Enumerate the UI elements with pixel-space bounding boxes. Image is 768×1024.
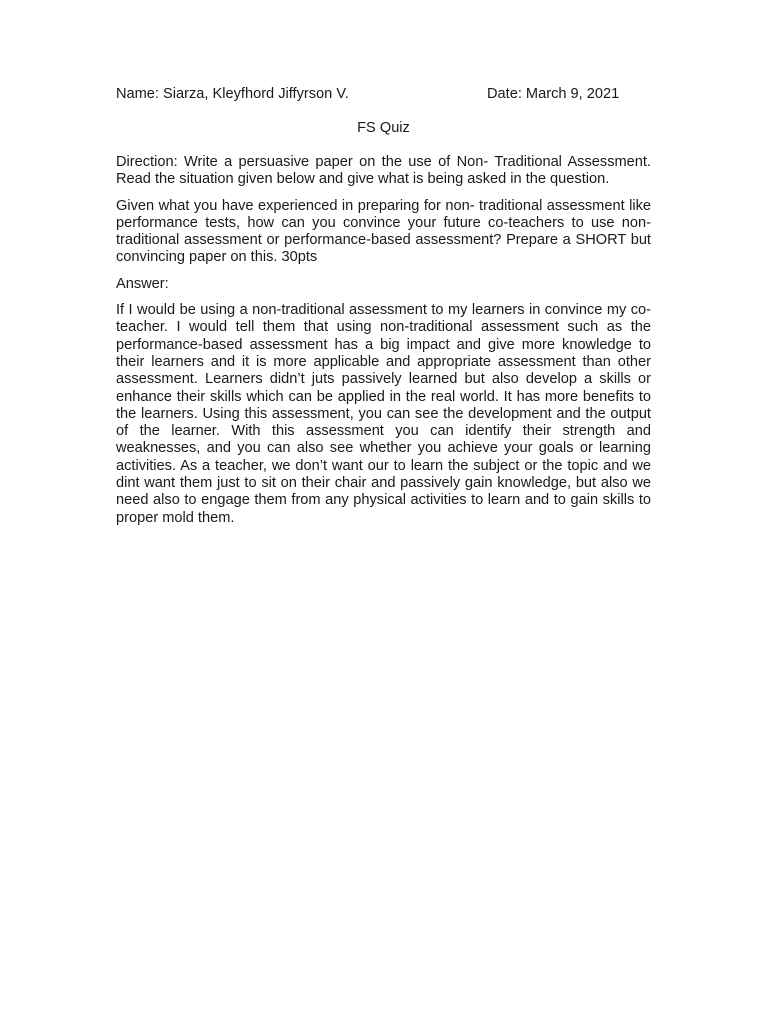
student-name: Name: Siarza, Kleyfhord Jiffyrson V. bbox=[116, 86, 349, 102]
direction-paragraph: Direction: Write a persuasive paper on the use of Non- Traditional Assessment. Read the situation given below and give what is being asked in the question. bbox=[116, 154, 651, 188]
document-body bbox=[116, 86, 651, 527]
quiz-title: FS Quiz bbox=[357, 120, 410, 136]
answer-label: Answer: bbox=[116, 275, 169, 292]
question-paragraph: Given what you have experienced in preparing for non- traditional assessment like performance tests, how can you convince your future co-teachers to use non-traditional assessment or performance-based assessment? Prepare a SHORT but convincing paper on this. 30pts bbox=[116, 197, 651, 266]
header-line bbox=[116, 86, 651, 106]
quiz-date: Date: March 9, 2021 bbox=[487, 86, 620, 102]
answer-paragraph: If I would be using a non-traditional assessment to my learners in convince my co-teacher. I would tell them that using non-traditional assessment such as the performance-based assessment has a big impact and give more knowledge to their learners and it is more applicable and appropriate assessment than other assessment. Learners didn’t juts passively learned but also develop a skills or enhance their skills which can be applied in the real world. It has more benefits to the learners. Using this assessment, you can see the development and the output of the learner. With this assessment you can identify their strength and weaknesses, and you can also see whether you achieve your goals or learning activities. As a teacher, we don’t want our to learn the subject or the topic and we dint want them just to sit on their chair and passively gain knowledge, but also we need also to engage them from any physical activities to learn and to gain skills to proper mold them. bbox=[116, 302, 651, 526]
